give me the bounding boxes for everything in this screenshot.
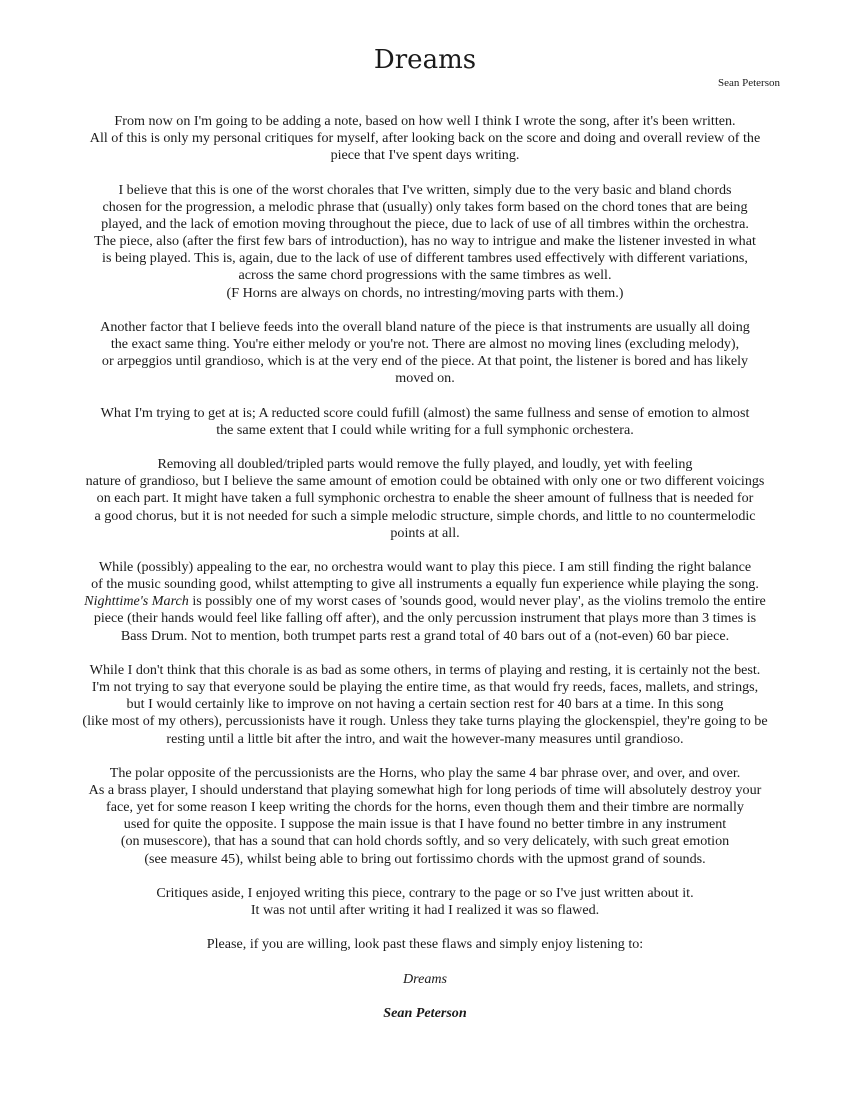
text-line: points at all. (390, 524, 460, 541)
text-line: All of this is only my personal critiques for myself, after looking back on the score and doing and overall review of the (89, 130, 761, 147)
text-line: face, yet for some reason I keep writing the chords for the horns, even though them and their timbre are normally (106, 799, 744, 816)
text-line: What I'm trying to get at is; A reducted score could fufill (almost) the same fullness and sense of emotion to almost (100, 404, 750, 421)
text-line: Please, if you are willing, look past these flaws and simply enjoy listening to: (206, 936, 644, 953)
text-line: played, and the lack of emotion moving throughout the piece, due to lack of use of all timbres within the orchestra. (101, 215, 749, 232)
text-line: Another factor that I believe feeds into the overall bland nature of the piece is that instruments are usually all doing (100, 318, 750, 335)
closing-composer: Sean Peterson (383, 1004, 467, 1021)
paragraph-invitation (24, 936, 826, 953)
text-line: Critiques aside, I enjoyed writing this piece, contrary to the page or so I've just written about it. (156, 884, 694, 901)
text-line: (F Horns are always on chords, no intresting/moving parts with them.) (226, 284, 624, 301)
text-run: is possibly one of my worst cases of 'sounds good, would never play', as the violins tremolo the entire (188, 593, 766, 610)
text-line: While (possibly) appealing to the ear, no orchestra would want to play this piece. I am still finding the right balance (98, 558, 752, 575)
text-line: From now on I'm going to be adding a note, based on how well I think I wrote the song, after it's been written. (114, 113, 736, 129)
composer-name: Sean Peterson (717, 77, 780, 89)
text-line: across the same chord progressions with the same timbres as well. (238, 267, 612, 284)
paragraph-critiques-aside (24, 885, 826, 919)
text-line: While I don't think that this chorale is as bad as some others, in terms of playing and resting, it is certainly not the best. (89, 661, 761, 678)
text-line: Removing all doubled/tripled parts would remove the fully played, and loudly, yet with feeling (157, 456, 693, 473)
text-line: piece (their hands would feel like falling off after), and the only percussion instrument that plays more than 3 times is (93, 610, 757, 627)
text-line: (on musescore), that has a sound that can hold chords softly, and so very delicately, with such great emotion (120, 833, 730, 850)
text-line: It was not until after writing it had I realized it was so flawed. (250, 902, 600, 919)
text-line: (see measure 45), whilst being able to bring out fortissimo chords with the upmost grand of sounds. (144, 850, 706, 867)
text-line: a good chorus, but it is not needed for such a simple melodic structure, simple chords, and little to no countermelodic (94, 507, 756, 524)
paragraph-chorale-critique (24, 182, 826, 302)
paragraph-playability (24, 559, 826, 645)
text-line: of the music sounding good, whilst attempting to give all instruments a equally fun experience while playing the song. (91, 576, 759, 593)
text-line: on each part. It might have taken a full symphonic orchestra to enable the sheer amount of fullness that is needed for (96, 490, 754, 507)
text-line-with-italic-title (24, 593, 826, 610)
paragraph-doubled-parts (24, 456, 826, 542)
paragraph-reduced-score (24, 405, 826, 439)
text-line: nature of grandioso, but I believe the same amount of emotion could be obtained with only one or two different voicings (85, 473, 765, 490)
text-line: I'm not trying to say that everyone sould be playing the entire time, as that would fry reeds, faces, mallets, and strings, (91, 679, 759, 696)
text-line: but I would certainly like to improve on not having a certain section rest for 40 bars at a time. In this song (126, 696, 724, 713)
text-line: moved on. (395, 370, 455, 387)
page-title: Dreams (373, 45, 477, 75)
paragraph-horns (24, 765, 826, 868)
closing-title: Dreams (402, 970, 448, 987)
text-line: As a brass player, I should understand that playing somewhat high for long periods of time will absolutely destroy your (88, 781, 762, 798)
text-line: Bass Drum. Not to mention, both trumpet parts rest a grand total of 40 bars out of a (not-even) 60 bar piece. (120, 627, 730, 644)
text-line: The polar opposite of the percussionists are the Horns, who play the same 4 bar phrase over, and over, and over. (109, 764, 741, 781)
critique-body (24, 113, 826, 1039)
piece-title-reference: Nighttime's March (84, 593, 189, 610)
paragraph-resting (24, 662, 826, 748)
text-line: is being played. This is, again, due to the lack of use of different tambres used effectively with different variations, (102, 250, 748, 267)
text-line: the exact same thing. You're either melody or you're not. There are almost no moving lines (excluding melody), (110, 336, 740, 352)
paragraph-bland-nature (24, 319, 826, 388)
text-line: (like most of my others), percussionists have it rough. Unless they take turns playing the glockenspiel, they're going to be (82, 713, 768, 730)
text-line: used for quite the opposite. I suppose the main issue is that I have found no better timbre in any instrument (123, 816, 727, 833)
text-line: piece that I've spent days writing. (330, 147, 520, 164)
text-line: or arpeggios until grandioso, which is at the very end of the piece. At that point, the listener is bored and has likely (101, 353, 749, 370)
text-line: The piece, also (after the first few bars of introduction), has no way to intrigue and make the listener invested in what (94, 233, 756, 250)
text-line: chosen for the progression, a melodic phrase that (usually) only takes form based on the chord tones that are being (102, 198, 748, 215)
paragraph-intro (24, 113, 826, 164)
text-line: the same extent that I could while writing for a full symphonic orchestera. (216, 421, 634, 438)
text-line: resting until a little bit after the intro, and wait the however-many measures until grandioso. (166, 730, 684, 747)
text-line: I believe that this is one of the worst chorales that I've written, simply due to the very basic and bland chords (118, 181, 732, 198)
